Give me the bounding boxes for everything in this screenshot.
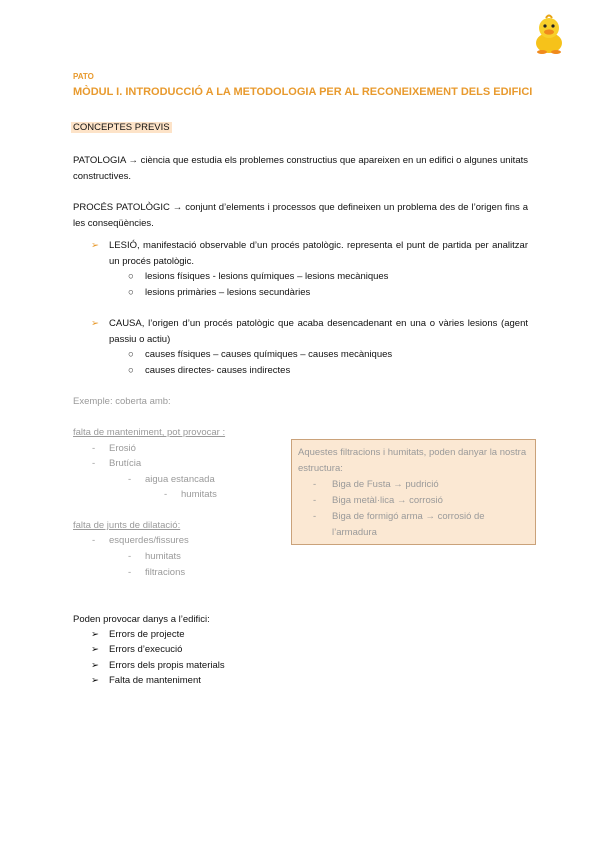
section-heading: CONCEPTES PREVIS [73,122,170,133]
causa-sub-item: causes físiques – causes químiques – causes mecàniques [145,349,393,360]
duck-logo-icon [533,14,565,54]
falta-subsubitem: humitats [181,489,217,500]
dash-bullet: - [128,551,132,562]
causa-sub-item: causes directes- causes indirectes [145,365,291,376]
lesio-sub-item: lesions primàries – lesions secundàries [145,287,311,298]
arrow-bullet-icon: ➢ [91,318,99,329]
patologia-definition: PATOLOGIA → ciència que estudia els problemes constructius que apareixen en un edifici o algunes unitats constructives. [73,155,528,182]
callout-item: Biga metàl·lica → corrosió [332,495,443,506]
circle-bullet-icon: ○ [128,365,134,376]
dash-bullet: - [92,535,96,546]
dash-bullet: - [128,474,132,485]
circle-bullet-icon: ○ [128,287,134,298]
arrow-bullet-icon: ➢ [91,240,99,251]
falta-subitem: aigua estancada [145,474,215,485]
arrow-bullet-icon: ➢ [91,644,99,655]
dash-bullet: - [313,495,317,506]
falta-item: Brutícia [109,458,142,469]
causa-text: CAUSA, l’origen d’un procés patològic que acaba desencadenant en una o vàries lesions (agent passiu o actiu) [109,318,528,345]
danys-item: Errors de projecte [109,629,185,640]
circle-bullet-icon: ○ [128,349,134,360]
dash-bullet: - [313,479,317,490]
callout-item: Biga de formigó arma → corrosió de l’armadura [332,511,485,538]
falta-junts-title: falta de junts de dilatació: [73,520,181,531]
danys-item: Falta de manteniment [109,675,201,686]
dash-bullet: - [164,489,168,500]
arrow-bullet-icon: ➢ [91,660,99,671]
dash-bullet: - [92,458,96,469]
arrow-bullet-icon: ➢ [91,675,99,686]
danys-item: Errors d’execució [109,644,183,655]
dash-bullet: - [92,443,96,454]
falta-subitem: filtracions [145,567,186,578]
lesio-sub-item: lesions físiques - lesions químiques – lesions mecàniques [145,271,389,282]
dash-bullet: - [128,567,132,578]
circle-bullet-icon: ○ [128,271,134,282]
falta-item: esquerdes/fissures [109,535,189,546]
falta-manteniment-title: falta de manteniment, pot provocar : [73,427,226,438]
danys-item: Errors dels propis materials [109,660,225,671]
callout-intro: Aquestes filtracions i humitats, poden danyar la nostra estructura: [298,447,527,474]
lesio-text: LESIÓ, manifestació observable d’un procés patològic. representa el punt de partida per analitzar un procés patològic. [109,240,528,267]
proces-definition: PROCÉS PATOLÒGIC → conjunt d’elements i processos que defineixen un problema des de l’origen fins a les conseqüències. [73,202,528,229]
callout-item: Biga de Fusta → pudrició [332,479,439,490]
doc-small-title: PATO [73,72,94,81]
example-label: Exemple: coberta amb: [73,396,171,407]
module-title: MÒDUL I. INTRODUCCIÓ A LA METODOLOGIA PER AL RECONEIXEMENT DELS EDIFICI [73,86,533,98]
falta-subitem: humitats [145,551,181,562]
danys-title: Poden provocar danys a l’edifici: [73,614,210,625]
arrow-bullet-icon: ➢ [91,629,99,640]
falta-item: Erosió [109,443,136,454]
dash-bullet: - [313,511,317,522]
